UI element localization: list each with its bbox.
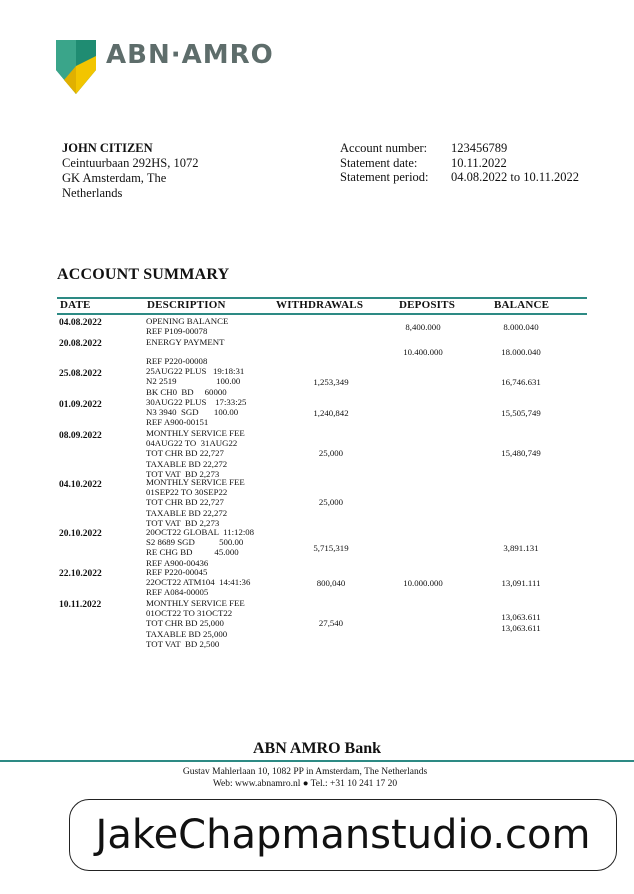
txn-description: REF P220-00008 25AUG22 PLUS 19:18:31 N2 2519 100.00 BK CH0 BD 60000: [146, 356, 245, 397]
address-line: Netherlands: [62, 186, 123, 200]
account-number-value: 123456789: [451, 141, 508, 155]
statement-date-label: Statement date:: [340, 155, 418, 170]
footer-address: Gustav Mahlerlaan 10, 1082 PP in Amsterdam, The Netherlands: [182, 767, 428, 777]
txn-balance: 13,091.111: [501, 578, 541, 588]
footer-address-block: [0, 766, 610, 790]
footer-contact: Web: www.abnamro.nl ● Tel.: +31 10 241 17 20: [212, 779, 398, 789]
customer-address-block: [62, 141, 198, 201]
txn-description: MONTHLY SERVICE FEE 01OCT22 TO 31OCT22 TOT CHR BD 25,000 TAXABLE BD 25,000 TOT VAT BD 2,500: [146, 598, 245, 649]
header-balance: BALANCE: [494, 299, 550, 311]
footer-rule: [0, 760, 634, 762]
txn-description: OPENING BALANCE REF P109-00078: [146, 316, 229, 337]
txn-date: 08.09.2022: [59, 431, 102, 441]
header-withdrawals: WITHDRAWALS: [276, 299, 364, 311]
txn-date: 04.08.2022: [59, 318, 102, 328]
address-line: GK Amsterdam, The: [62, 171, 167, 185]
txn-balance: 13,063.611 13,063.611: [501, 612, 541, 633]
txn-withdrawal: 1,240,842: [313, 408, 349, 418]
txn-date: 20.10.2022: [59, 529, 102, 539]
txn-balance: 8.000.040: [503, 322, 539, 332]
statement-period-value: 04.08.2022 to 10.11.2022: [451, 170, 580, 184]
txn-date: 01.09.2022: [59, 400, 102, 410]
txn-withdrawal: 25,000: [318, 448, 344, 458]
txn-description: MONTHLY SERVICE FEE 04AUG22 TO 31AUG22 TOT CHR BD 22,727 TAXABLE BD 22,272 TOT VAT BD 2,273: [146, 428, 245, 479]
txn-date: 20.08.2022: [59, 339, 102, 349]
header-date: DATE: [60, 299, 91, 311]
account-number-label: Account number:: [340, 141, 428, 155]
header-deposits: DEPOSITS: [399, 299, 456, 311]
txn-balance: 16,746.631: [501, 377, 541, 387]
footer-bank-name: ABN AMRO Bank: [252, 740, 382, 757]
txn-deposit: 10.400.000: [403, 347, 443, 357]
address-line: Ceintuurbaan 292HS, 1072: [62, 156, 199, 170]
txn-withdrawal: 800,040: [316, 578, 346, 588]
statement-period-row: [340, 170, 579, 185]
txn-date: 04.10.2022: [59, 480, 102, 490]
txn-withdrawal: 1,253,349: [313, 377, 349, 387]
account-number-row: [340, 141, 579, 156]
txn-balance: 18.000.040: [501, 347, 541, 357]
txn-date: 10.11.2022: [59, 600, 102, 610]
header-description: DESCRIPTION: [147, 299, 226, 311]
txn-balance: 15,505,749: [501, 408, 541, 418]
txn-balance: 3,891.131: [503, 543, 539, 553]
txn-description: REF P220-00045 22OCT22 ATM104 14:41:36 REF A084-00005: [146, 567, 251, 598]
txn-withdrawal: 25,000: [318, 497, 344, 507]
txn-date: 25.08.2022: [59, 369, 102, 379]
txn-withdrawal: 27,540: [318, 618, 344, 628]
account-info-block: [340, 141, 579, 185]
txn-deposit: 10.000.000: [403, 578, 443, 588]
customer-name: JOHN CITIZEN: [62, 141, 153, 155]
txn-description: MONTHLY SERVICE FEE 01SEP22 TO 30SEP22 TOT CHR BD 22,727 TAXABLE BD 22,272 TOT VAT BD 2,273: [146, 477, 245, 528]
txn-deposit: 8,400.000: [405, 322, 441, 332]
account-summary-title: ACCOUNT SUMMARY: [57, 266, 230, 283]
abn-amro-shield-logo: [56, 40, 96, 94]
txn-description: ENERGY PAYMENT: [146, 337, 225, 347]
txn-description: 30AUG22 PLUS 17:33:25 N3 3940 SGD 100.00 REF A900-00151: [146, 397, 247, 428]
statement-period-label: Statement period:: [340, 170, 429, 184]
txn-balance: 15,480,749: [501, 448, 541, 458]
watermark-banner: JakeChapmanstudio.com: [69, 799, 617, 871]
statement-date-row: [340, 156, 579, 171]
table-header-rule: [57, 313, 587, 315]
txn-date: 22.10.2022: [59, 569, 102, 579]
logo-wordmark: ABN·AMRO: [106, 40, 274, 70]
txn-withdrawal: 5,715,319: [313, 543, 349, 553]
statement-date-value: 10.11.2022: [451, 155, 507, 170]
txn-description: 20OCT22 GLOBAL 11:12:08 S2 8689 SGD 500.00 RE CHG BD 45.000 REF A900-00436: [146, 527, 255, 568]
